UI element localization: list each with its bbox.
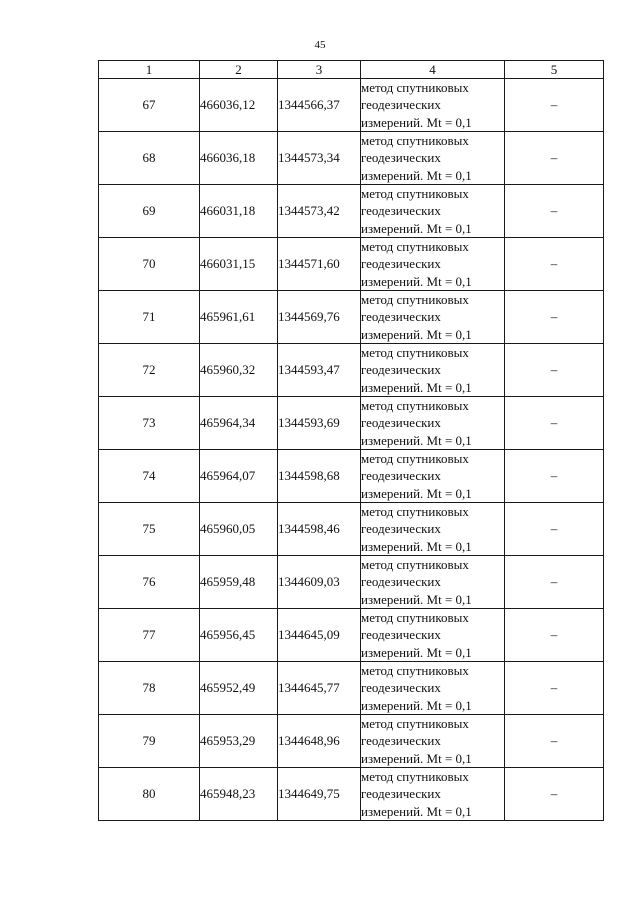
method-line: метод спутниковых bbox=[361, 610, 469, 626]
method-cell bbox=[361, 450, 505, 503]
x-coordinate-cell: 465948,23 bbox=[200, 768, 278, 821]
point-number-cell: 77 bbox=[99, 609, 200, 662]
point-number-cell: 69 bbox=[99, 185, 200, 238]
table-row bbox=[99, 344, 604, 397]
method-line: метод спутниковых bbox=[361, 716, 469, 732]
note-cell: – bbox=[505, 715, 604, 768]
method-line: геодезических bbox=[361, 415, 441, 431]
method-line: измерений. Mt = 0,1 bbox=[361, 697, 472, 713]
table-row bbox=[99, 79, 604, 132]
method-cell bbox=[361, 503, 505, 556]
method-line: метод спутниковых bbox=[361, 769, 469, 785]
table-body bbox=[99, 79, 604, 821]
y-coordinate-cell: 1344598,68 bbox=[278, 450, 361, 503]
method-cell bbox=[361, 238, 505, 291]
y-coordinate-cell: 1344573,42 bbox=[278, 185, 361, 238]
point-number-cell: 80 bbox=[99, 768, 200, 821]
method-line: измерений. Mt = 0,1 bbox=[361, 114, 472, 130]
point-number-cell: 67 bbox=[99, 79, 200, 132]
method-line: измерений. Mt = 0,1 bbox=[361, 803, 472, 819]
method-cell bbox=[361, 715, 505, 768]
point-number-cell: 73 bbox=[99, 397, 200, 450]
table-row bbox=[99, 503, 604, 556]
method-line: метод спутниковых bbox=[361, 398, 469, 414]
point-number-cell: 79 bbox=[99, 715, 200, 768]
note-cell: – bbox=[505, 662, 604, 715]
method-cell bbox=[361, 132, 505, 185]
y-coordinate-cell: 1344571,60 bbox=[278, 238, 361, 291]
method-line: геодезических bbox=[361, 627, 441, 643]
point-number-cell: 71 bbox=[99, 291, 200, 344]
column-header-1: 1 bbox=[99, 61, 200, 79]
method-line: измерений. Mt = 0,1 bbox=[361, 644, 472, 660]
method-line: геодезических bbox=[361, 733, 441, 749]
note-cell: – bbox=[505, 132, 604, 185]
point-number-cell: 74 bbox=[99, 450, 200, 503]
y-coordinate-cell: 1344569,76 bbox=[278, 291, 361, 344]
table-row bbox=[99, 397, 604, 450]
method-line: измерений. Mt = 0,1 bbox=[361, 485, 472, 501]
note-cell: – bbox=[505, 768, 604, 821]
y-coordinate-cell: 1344648,96 bbox=[278, 715, 361, 768]
x-coordinate-cell: 466031,15 bbox=[200, 238, 278, 291]
y-coordinate-cell: 1344645,77 bbox=[278, 662, 361, 715]
y-coordinate-cell: 1344566,37 bbox=[278, 79, 361, 132]
method-line: геодезических bbox=[361, 309, 441, 325]
method-line: метод спутниковых bbox=[361, 133, 469, 149]
method-line: геодезических bbox=[361, 680, 441, 696]
coordinates-table bbox=[98, 60, 604, 821]
x-coordinate-cell: 465960,32 bbox=[200, 344, 278, 397]
method-cell bbox=[361, 291, 505, 344]
method-line: измерений. Mt = 0,1 bbox=[361, 167, 472, 183]
table-row bbox=[99, 238, 604, 291]
method-line: геодезических bbox=[361, 97, 441, 113]
y-coordinate-cell: 1344593,47 bbox=[278, 344, 361, 397]
point-number-cell: 76 bbox=[99, 556, 200, 609]
method-cell bbox=[361, 556, 505, 609]
point-number-cell: 72 bbox=[99, 344, 200, 397]
method-line: метод спутниковых bbox=[361, 186, 469, 202]
y-coordinate-cell: 1344593,69 bbox=[278, 397, 361, 450]
y-coordinate-cell: 1344573,34 bbox=[278, 132, 361, 185]
note-cell: – bbox=[505, 291, 604, 344]
method-line: метод спутниковых bbox=[361, 557, 469, 573]
method-line: геодезических bbox=[361, 203, 441, 219]
table-row bbox=[99, 185, 604, 238]
method-line: геодезических bbox=[361, 468, 441, 484]
table-row bbox=[99, 662, 604, 715]
method-line: геодезических bbox=[361, 362, 441, 378]
note-cell: – bbox=[505, 450, 604, 503]
method-line: измерений. Mt = 0,1 bbox=[361, 750, 472, 766]
method-line: метод спутниковых bbox=[361, 239, 469, 255]
method-line: измерений. Mt = 0,1 bbox=[361, 538, 472, 554]
note-cell: – bbox=[505, 238, 604, 291]
note-cell: – bbox=[505, 79, 604, 132]
column-header-5: 5 bbox=[505, 61, 604, 79]
method-line: метод спутниковых bbox=[361, 345, 469, 361]
method-cell bbox=[361, 344, 505, 397]
y-coordinate-cell: 1344598,46 bbox=[278, 503, 361, 556]
note-cell: – bbox=[505, 556, 604, 609]
y-coordinate-cell: 1344609,03 bbox=[278, 556, 361, 609]
method-line: измерений. Mt = 0,1 bbox=[361, 432, 472, 448]
method-cell bbox=[361, 768, 505, 821]
method-line: измерений. Mt = 0,1 bbox=[361, 591, 472, 607]
table-row bbox=[99, 715, 604, 768]
method-line: измерений. Mt = 0,1 bbox=[361, 379, 472, 395]
x-coordinate-cell: 465961,61 bbox=[200, 291, 278, 344]
point-number-cell: 68 bbox=[99, 132, 200, 185]
y-coordinate-cell: 1344645,09 bbox=[278, 609, 361, 662]
x-coordinate-cell: 466031,18 bbox=[200, 185, 278, 238]
method-line: измерений. Mt = 0,1 bbox=[361, 326, 472, 342]
method-line: геодезических bbox=[361, 256, 441, 272]
table-row bbox=[99, 450, 604, 503]
note-cell: – bbox=[505, 609, 604, 662]
x-coordinate-cell: 465964,07 bbox=[200, 450, 278, 503]
column-header-4: 4 bbox=[361, 61, 505, 79]
x-coordinate-cell: 465959,48 bbox=[200, 556, 278, 609]
method-line: геодезических bbox=[361, 521, 441, 537]
y-coordinate-cell: 1344649,75 bbox=[278, 768, 361, 821]
method-line: метод спутниковых bbox=[361, 80, 469, 96]
x-coordinate-cell: 465952,49 bbox=[200, 662, 278, 715]
table-row bbox=[99, 291, 604, 344]
method-line: метод спутниковых bbox=[361, 292, 469, 308]
table-header-row bbox=[99, 61, 604, 79]
table-row bbox=[99, 768, 604, 821]
point-number-cell: 70 bbox=[99, 238, 200, 291]
method-line: геодезических bbox=[361, 574, 441, 590]
column-header-2: 2 bbox=[200, 61, 278, 79]
method-cell bbox=[361, 662, 505, 715]
method-line: метод спутниковых bbox=[361, 451, 469, 467]
method-cell bbox=[361, 609, 505, 662]
x-coordinate-cell: 465960,05 bbox=[200, 503, 278, 556]
column-header-3: 3 bbox=[278, 61, 361, 79]
table-row bbox=[99, 609, 604, 662]
x-coordinate-cell: 465956,45 bbox=[200, 609, 278, 662]
method-cell bbox=[361, 79, 505, 132]
method-line: метод спутниковых bbox=[361, 504, 469, 520]
x-coordinate-cell: 466036,12 bbox=[200, 79, 278, 132]
x-coordinate-cell: 466036,18 bbox=[200, 132, 278, 185]
method-cell bbox=[361, 185, 505, 238]
point-number-cell: 78 bbox=[99, 662, 200, 715]
note-cell: – bbox=[505, 344, 604, 397]
method-cell bbox=[361, 397, 505, 450]
x-coordinate-cell: 465953,29 bbox=[200, 715, 278, 768]
note-cell: – bbox=[505, 185, 604, 238]
method-line: измерений. Mt = 0,1 bbox=[361, 273, 472, 289]
page-number: 45 bbox=[314, 39, 326, 51]
method-line: геодезических bbox=[361, 786, 441, 802]
table-row bbox=[99, 556, 604, 609]
method-line: измерений. Mt = 0,1 bbox=[361, 220, 472, 236]
note-cell: – bbox=[505, 397, 604, 450]
method-line: геодезических bbox=[361, 150, 441, 166]
note-cell: – bbox=[505, 503, 604, 556]
table-row bbox=[99, 132, 604, 185]
x-coordinate-cell: 465964,34 bbox=[200, 397, 278, 450]
method-line: метод спутниковых bbox=[361, 663, 469, 679]
point-number-cell: 75 bbox=[99, 503, 200, 556]
